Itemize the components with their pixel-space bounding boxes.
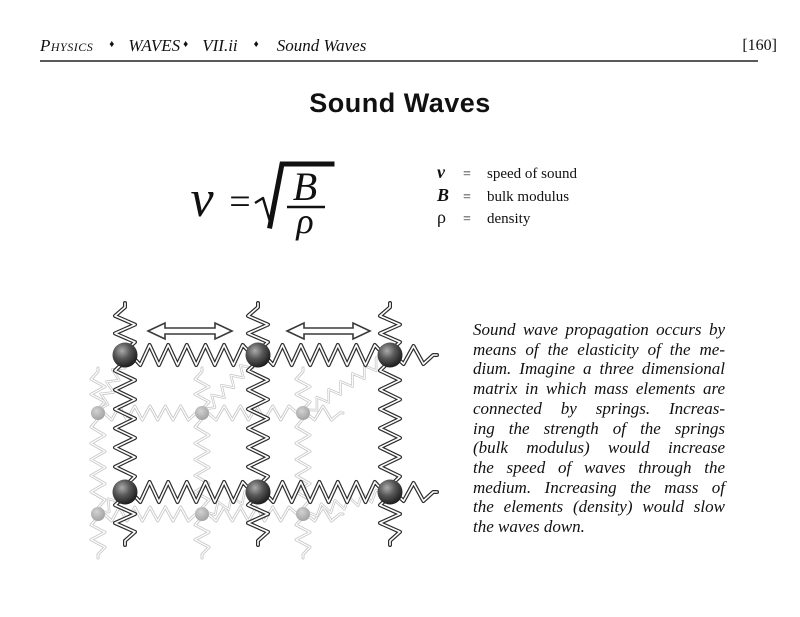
symbol-legend xyxy=(437,162,577,230)
diamond-separator-icon: ♦ xyxy=(183,39,189,50)
caption-line: Sound wave propagation occurs by xyxy=(473,320,725,339)
mass-sphere-back xyxy=(195,507,209,521)
legend-label: speed of sound xyxy=(487,166,577,182)
spring xyxy=(258,345,390,365)
caption-line: ing the strength of the springs xyxy=(473,418,725,438)
caption-paragraph xyxy=(473,320,725,537)
breadcrumb-section: VII.ii xyxy=(202,36,238,55)
spring xyxy=(380,355,400,492)
formula-lhs: v xyxy=(190,171,214,228)
mass-sphere-back xyxy=(91,406,105,420)
mass-sphere-back xyxy=(91,507,105,521)
mass-sphere-back xyxy=(296,406,310,420)
oscillation-arrow-icon xyxy=(287,323,370,339)
breadcrumb xyxy=(40,36,366,56)
speed-of-sound-formula xyxy=(160,140,370,250)
mass-sphere-back xyxy=(195,406,209,420)
caption-line: medium. Increasing the mass of xyxy=(473,477,725,497)
spring xyxy=(91,413,105,514)
breadcrumb-topic: Sound Waves xyxy=(276,36,367,55)
spring xyxy=(98,507,202,521)
diamond-separator-icon: ♦ xyxy=(109,39,115,50)
legend-equals: = xyxy=(463,212,471,227)
legend-row xyxy=(437,162,577,185)
legend-symbol: v xyxy=(437,162,445,182)
mass-sphere xyxy=(246,480,271,505)
spring xyxy=(248,355,268,492)
mass-sphere xyxy=(113,480,138,505)
legend-symbol: ρ xyxy=(437,207,446,227)
legend-equals: = xyxy=(463,167,471,182)
caption-line: means of the elasticity of the me- xyxy=(473,339,725,359)
mass-sphere-back xyxy=(296,507,310,521)
caption-line: (bulk modulus) would increase xyxy=(473,438,725,458)
spring xyxy=(115,355,135,492)
legend-equals: = xyxy=(463,189,471,205)
legend-label: density xyxy=(487,211,531,227)
header-rule xyxy=(40,60,758,62)
page-title: Sound Waves xyxy=(309,88,491,118)
breadcrumb-unit: WAVES xyxy=(128,36,181,55)
caption-line: matrix in which mass elements are xyxy=(473,379,725,399)
breadcrumb-course: Physics xyxy=(40,36,94,55)
mass-sphere xyxy=(113,343,138,368)
legend-row xyxy=(437,207,577,230)
spring xyxy=(125,345,258,365)
legend-row xyxy=(437,185,577,208)
oscillation-arrow-icon xyxy=(148,323,232,339)
caption-line: the waves down. xyxy=(473,517,585,537)
caption-line: connected by springs. Increas- xyxy=(473,398,725,418)
spring xyxy=(125,482,258,502)
formula-equals: = xyxy=(229,181,251,223)
legend-label: bulk modulus xyxy=(487,188,570,205)
mass-sphere xyxy=(378,480,403,505)
mass-sphere xyxy=(246,343,271,368)
page-number: [160] xyxy=(742,37,777,54)
legend-symbol: B xyxy=(437,184,450,205)
caption-line: the elements (density) would slow xyxy=(473,497,725,517)
spring-mass-matrix-diagram xyxy=(70,292,455,577)
formula-denominator: ρ xyxy=(296,201,314,241)
formula-numerator: B xyxy=(292,164,318,209)
diamond-separator-icon: ♦ xyxy=(253,39,259,50)
caption-line: dium. Imagine a three dimensional xyxy=(473,359,725,379)
caption-line: the speed of waves through the xyxy=(473,457,725,477)
mass-sphere xyxy=(378,343,403,368)
